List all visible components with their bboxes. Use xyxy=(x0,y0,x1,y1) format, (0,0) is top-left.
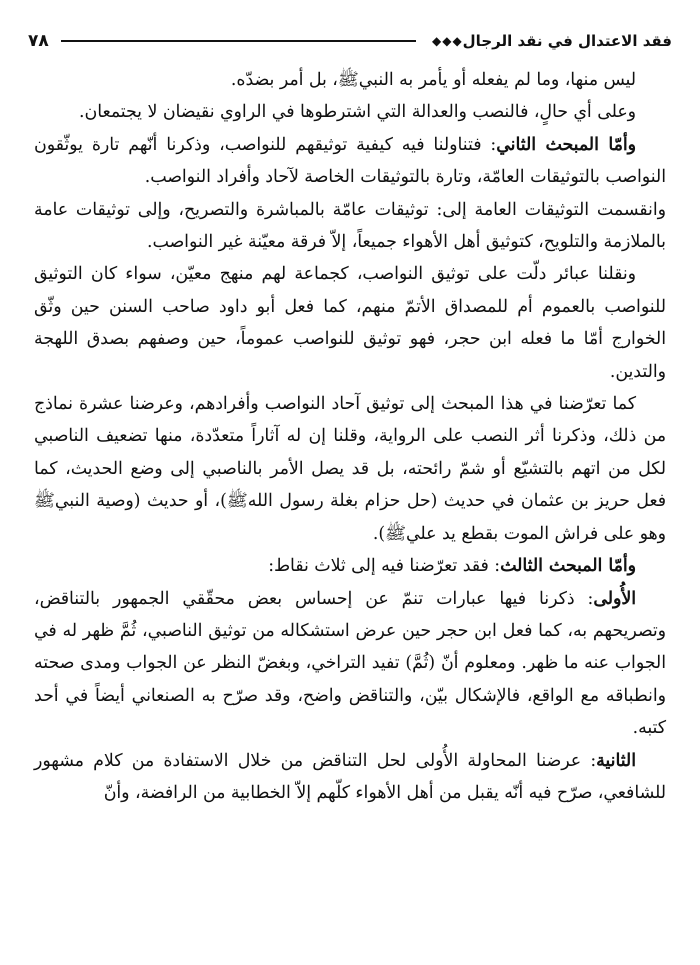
paragraph-text: كما تعرّضنا في هذا المبحث إلى توثيق آحاد النواصب وأفرادهم، وعرضنا عشرة نماذج من ذلك، وذكرنا أثر النصب على الرواية، وقلنا إن له آثاراً متعدّدة، منها تضعيف الناصبي لكل من اتهم بالتشيّع أو شمّ رائحته، بل قد يصل الأمر بالناصبي إلى وضع الحديث، كما فعل حريز بن عثمان في حديث (حل حزام بغلة رسول اللهﷺ)، أو حديث (وصية النبيﷺ وهو على فراش الموت بقطع يد عليﷺ). xyxy=(34,394,666,544)
paragraph-text: : فقد تعرّضنا فيه إلى ثلاث نقاط: xyxy=(268,556,501,577)
page-number: ٧٨ xyxy=(28,31,49,51)
paragraph xyxy=(34,64,666,96)
paragraph xyxy=(34,96,666,128)
running-title: فقد الاعتدال في نقد الرجال xyxy=(462,32,672,50)
paragraph xyxy=(34,258,666,388)
header-rule xyxy=(61,40,416,42)
paragraph xyxy=(34,583,666,745)
paragraph-text: ليس منها، وما لم يفعله أو يأمر به النبيﷺ، بل أمر بضدّه. xyxy=(230,70,636,90)
paragraph-text: : عرضنا المحاولة الأُولى لحل التناقض من خلال الاستفادة من كلام مشهور للشافعي، صرّح فيه أنّه يقبل من أهل الأهواء كلّهم إلاّ الخطابية من الرافضة، وأنّ xyxy=(34,750,666,803)
paragraph xyxy=(34,129,666,194)
paragraph-lead: وأمّا المبحث الثالث xyxy=(500,556,636,577)
diamond-ornament-icon: ◆◆◆ xyxy=(431,34,463,48)
paragraph-text: : ذكرنا فيها عبارات تنمّ عن إحساس بعض محقّقي الجمهور بالتناقض، وتصريحهم به، كما فعل ابن حجر حين عرض استشكاله من توثيق الناصبي، ثُمَّ ظهر له في الجواب عنه ما ظهر. ومعلوم أنّ (ثُمَّ) تفيد التراخي، وبغضّ النظر عن الجواب ومدى صحته وانطباقه مع الواقع، فالإشكال بيّن، والتناقض واضح، وقد صرّح به الصنعاني أيضاً في أحد كتبه. xyxy=(34,588,666,739)
body-text xyxy=(34,64,666,809)
paragraph-lead: وأمّا المبحث الثاني xyxy=(496,134,637,155)
paragraph-lead: الثانية xyxy=(596,750,636,771)
paragraph xyxy=(34,550,666,582)
paragraph-lead: الأُولى xyxy=(593,588,636,609)
paragraph xyxy=(34,745,666,810)
paragraph-text: وعلى أي حالٍ، فالنصب والعدالة التي اشترطوها في الراوي نقيضان لا يجتمعان. xyxy=(79,102,636,123)
paragraph-text: وانقسمت التوثيقات العامة إلى: توثيقات عامّة بالمباشرة والتصريح، وإلى توثيقات عامة بالملازمة والتلويح، كتوثيق أهل الأهواء جميعاً، إلاّ فرقة معيّنة غير النواصب. xyxy=(34,199,666,253)
paragraph-text: ونقلنا عبائر دلّت على توثيق النواصب، كجماعة لهم منهج معيّن، سواء كان التوثيق للنواصب بالعموم أم للمصداق الأتمّ منهم، كما فعل أبو داود صاحب السنن حين وثّق الخوارج أمّا ما فعله ابن حجر، فهو توثيق للنواصب عموماً، حين وصفهم بصدق اللهجة والتدين. xyxy=(34,264,666,382)
paragraph xyxy=(34,388,666,550)
paragraph-text: : فتناولنا فيه كيفية توثيقهم للنواصب، وذكرنا أنّهم تارة يوثّقون النواصب بالتوثيقات العامّة، وتارة بالتوثيقات الخاصة لآحاد وأفراد النواصب. xyxy=(34,134,666,188)
page-header xyxy=(28,28,672,54)
paragraph xyxy=(34,194,666,259)
